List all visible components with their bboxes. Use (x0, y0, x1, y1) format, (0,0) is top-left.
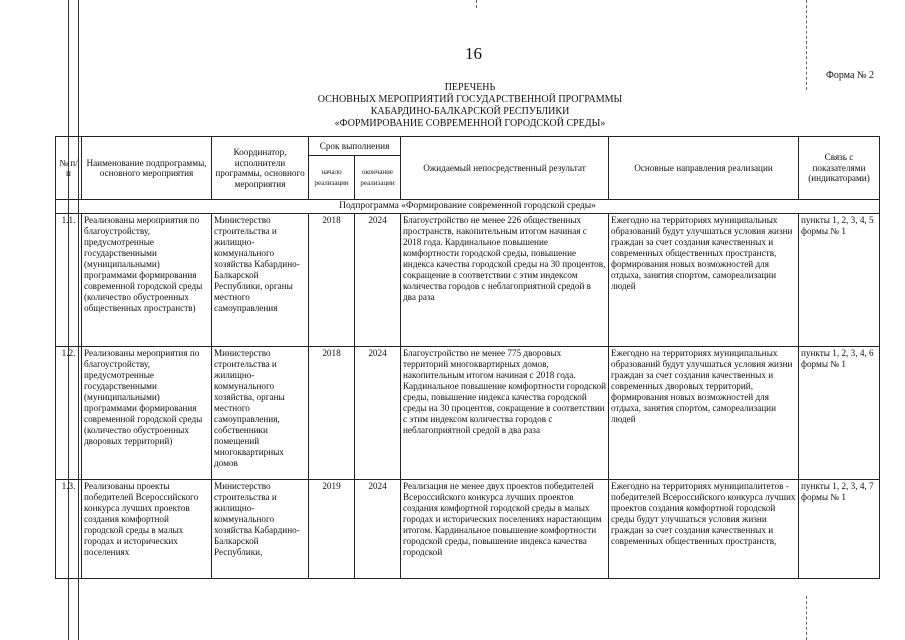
row-result: Благоустройство не менее 775 дворовых территорий многоквартирных домов, накопительным итогом начиная с 2018 года. Кардинальное повышение комфортности городской среды, повышение индекса качества городской среды на 30 процентов, сокращение в соответствии с этим индексом количества городов с неблагоприятной средой в два раза (401, 347, 609, 480)
page-edge-dash-top (476, 0, 477, 8)
header-link: Связь с показателями (индикаторами) (799, 137, 880, 200)
row-link: пункты 1, 2, 3, 4, 6 формы № 1 (799, 347, 880, 480)
document-title (300, 82, 640, 130)
row-num: 1.1. (56, 214, 82, 347)
table-row (56, 214, 880, 347)
row-name: Реализованы мероприятия по благоустройству, предусмотренные государственными (муниципальными) программами формирования современной городской среды (количество обустроенных дворовых территорий) (82, 347, 212, 480)
table-row (56, 347, 880, 480)
row-start: 2018 (309, 347, 355, 480)
row-num: 1.3. (56, 480, 82, 579)
row-start: 2019 (309, 480, 355, 579)
form-label: Форма № 2 (826, 70, 874, 81)
title-line-1: ПЕРЕЧЕНЬ (444, 82, 496, 93)
row-directions: Ежегодно на территориях муниципалитетов - победителей Всероссийского конкурса лучших проектов создания комфортной городской среды будут улучшаться условия жизни граждан за счет создания качественных и современных общественных пространств, (609, 480, 799, 579)
row-end: 2024 (355, 214, 401, 347)
table-row (56, 480, 880, 579)
row-directions: Ежегодно на территориях муниципальных образований будут улучшаться условия жизни граждан за счет создания качественных и современных общественных пространств, формирования новых возможностей для отдыха, занятия спортом, самореализации людей (609, 214, 799, 347)
title-line-2: ОСНОВНЫХ МЕРОПРИЯТИЙ ГОСУДАРСТВЕННОЙ ПРОГРАММЫ (317, 94, 623, 105)
page-number: 16 (465, 44, 482, 63)
header-name: Наименование подпрограммы, основного мероприятия (82, 137, 212, 200)
title-line-3: КАБАРДИНО-БАЛКАРСКОЙ РЕСПУБЛИКИ (370, 106, 570, 117)
header-start: начало реализации (309, 156, 355, 200)
title-line-4: «ФОРМИРОВАНИЕ СОВРЕМЕННОЙ ГОРОДСКОЙ СРЕДЫ» (334, 118, 606, 129)
row-start: 2018 (309, 214, 355, 347)
subprogram-title: Подпрограмма «Формирование современной городской среды» (56, 200, 880, 214)
header-num: № п/п (56, 137, 82, 200)
row-end: 2024 (355, 347, 401, 480)
header-end: окончание реализации (355, 156, 401, 200)
row-coordinator: Министерство строительства и жилищно-коммунального хозяйства, органы местного самоуправления, собственники помещений многоквартирных домов (212, 347, 309, 480)
row-num: 1.2. (56, 347, 82, 480)
header-period: Срок выполнения (309, 137, 401, 156)
row-name: Реализованы мероприятия по благоустройству, предусмотренные государственными (муниципальными) программами формирования современной городской среды (количество обустроенных общественных пространств) (82, 214, 212, 347)
row-directions: Ежегодно на территориях муниципальных образований будут улучшаться условия жизни граждан за счет создания качественных и современных дворовых территорий, формирования новых возможностей для отдыха, занятия спортом, самореализации людей (609, 347, 799, 480)
header-directions: Основные направления реализации (609, 137, 799, 200)
header-result: Ожидаемый непосредственный результат (401, 137, 609, 200)
page-edge-dash (806, 0, 807, 90)
row-name: Реализованы проекты победителей Всероссийского конкурса лучших проектов создания комфортной городской среды в малых городах и исторических поселениях (82, 480, 212, 579)
row-coordinator: Министерство строительства и жилищно-коммунального хозяйства Кабардино-Балкарской Республики, органы местного самоуправления (212, 214, 309, 347)
page-edge-dash-lower (806, 596, 807, 640)
row-result: Благоустройство не менее 226 общественных пространств, накопительным итогом начиная с 2018 года. Кардинальное повышение комфортности городской среды, повышение индекса качества городской среды на 30 процентов, сокращение в соответствии с этим индексом количества городов с неблагоприятной средой в два раза (401, 214, 609, 347)
row-link: пункты 1, 2, 3, 4, 7 формы № 1 (799, 480, 880, 579)
row-coordinator: Министерство строительства и жилищно-коммунального хозяйства Кабардино-Балкарской Республики, (212, 480, 309, 579)
measures-table (55, 136, 880, 579)
row-link: пункты 1, 2, 3, 4, 5 формы № 1 (799, 214, 880, 347)
row-result: Реализация не менее двух проектов победителей Всероссийского конкурса лучших проектов создания комфортной городской среды в малых городах и исторических поселениях нарастающим итогом. Кардинальное повышение комфортности городской среды, повышение индекса качества городской (401, 480, 609, 579)
header-coordinator: Координатор, исполнители программы, основного мероприятия (212, 137, 309, 200)
row-end: 2024 (355, 480, 401, 579)
